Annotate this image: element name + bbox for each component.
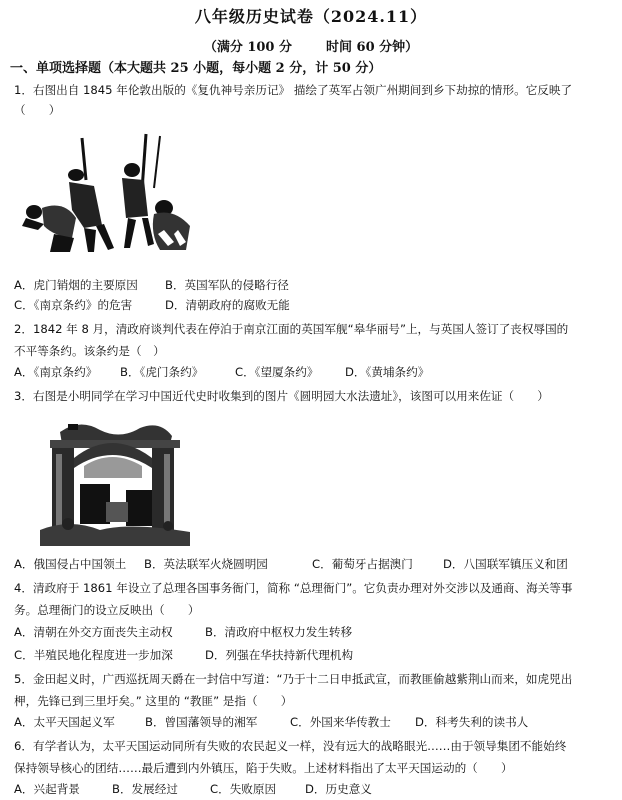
question-1-option-c[interactable]: C．《南京条约》的危害 [14, 298, 133, 312]
question-3-option-a[interactable]: A．俄国侵占中国领土 [14, 557, 127, 571]
question-6-option-b[interactable]: B．发展经过 [112, 782, 178, 796]
question-5-text: 5．金田起义时，广西巡抚周天爵在一封信中写道：“乃于十二日申抵武宣，而教匪偷越紫荆山而来，如虎兕出 [14, 672, 573, 686]
question-3-option-d[interactable]: D．八国联军镇压义和团 [443, 557, 568, 571]
question-2-option-b[interactable]: B．《虎门条约》 [120, 365, 204, 379]
section-heading: 一、单项选择题（本大题共 25 小题，每小题 2 分，计 50 分） [10, 61, 382, 76]
question-1-text: 1．右图出自 1845 年伦敦出版的《复仇神号亲历记》 描绘了英军占领广州期间到乡下劫掠的情形。它反映了 [14, 83, 573, 97]
question-2-text: 2．1842 年 8 月，清政府谈判代表在停泊于南京江面的英国军舰“皋华丽号”上，与英国人签订了丧权辱国的 [14, 322, 569, 336]
question-6-text: 6．有学者认为，太平天国运动同所有失败的农民起义一样，没有远大的战略眼光……由于领导集团不能始终 [14, 739, 567, 753]
question-2-option-c[interactable]: C．《望厦条约》 [235, 365, 319, 379]
question-3-text: 3．右图是小明同学在学习中国近代史时收集到的图片《圆明园大水法遗址》，该图可以用来佐证（ ） [14, 389, 549, 403]
question-1-blank: （ ） [14, 103, 61, 117]
question-1-option-a[interactable]: A．虎门销烟的主要原因 [14, 278, 138, 292]
question-1-option-d[interactable]: D．清朝政府的腐败无能 [165, 298, 290, 312]
question-4-text: 4．清政府于 1861 年设立了总理各国事务衙门，简称 “总理衙门”。它负责办理对外交涉以及通商、海关等事 [14, 581, 573, 595]
soldiers-illustration-icon [14, 130, 194, 260]
yuanmingyuan-ruins-illustration-icon [40, 418, 190, 546]
score-label: （满分 100 分 [203, 40, 293, 55]
question-6-option-a[interactable]: A．兴起背景 [14, 782, 80, 796]
question-5-option-b[interactable]: B．曾国藩领导的湘军 [145, 715, 258, 729]
question-5-text-cont: 柙，先锋已到三里圩矣。” 这里的 “教匪” 是指（ ） [14, 694, 293, 708]
question-2-option-d[interactable]: D．《黄埔条约》 [345, 365, 430, 379]
question-2-option-a[interactable]: A．《南京条约》 [14, 365, 98, 379]
question-3-option-b[interactable]: B．英法联军火烧圆明园 [144, 557, 268, 571]
question-6-option-d[interactable]: D．历史意义 [305, 782, 372, 796]
question-4-text-cont: 务。总理衙门的设立反映出（ ） [14, 603, 200, 617]
question-4-option-b[interactable]: B．清政府中枢权力发生转移 [205, 625, 353, 639]
exam-subtitle [0, 36, 622, 55]
question-5-option-c[interactable]: C．外国来华传教士 [290, 715, 391, 729]
time-label: 时间 60 分钟） [326, 40, 419, 55]
question-3-option-c[interactable]: C．葡萄牙占据澳门 [312, 557, 413, 571]
question-4-option-c[interactable]: C．半殖民地化程度进一步加深 [14, 648, 173, 662]
question-2-text-cont: 不平等条约。该条约是（ ） [14, 344, 165, 358]
question-5-option-a[interactable]: A．太平天国起义军 [14, 715, 115, 729]
question-4-option-d[interactable]: D．列强在华扶持新代理机构 [205, 648, 354, 662]
question-1-option-b[interactable]: B．英国军队的侵略行径 [165, 278, 289, 292]
question-6-option-c[interactable]: C．失败原因 [210, 782, 277, 796]
exam-title: 八年级历史试卷（2024.11） [194, 7, 428, 26]
question-5-option-d[interactable]: D．科考失利的读书人 [415, 715, 529, 729]
question-6-text-cont: 保持领导核心的团结……最后遭到内外镇压，陷于失败。上述材料指出了太平天国运动的（ ） [14, 761, 513, 775]
question-4-option-a[interactable]: A．清朝在外交方面丧失主动权 [14, 625, 173, 639]
